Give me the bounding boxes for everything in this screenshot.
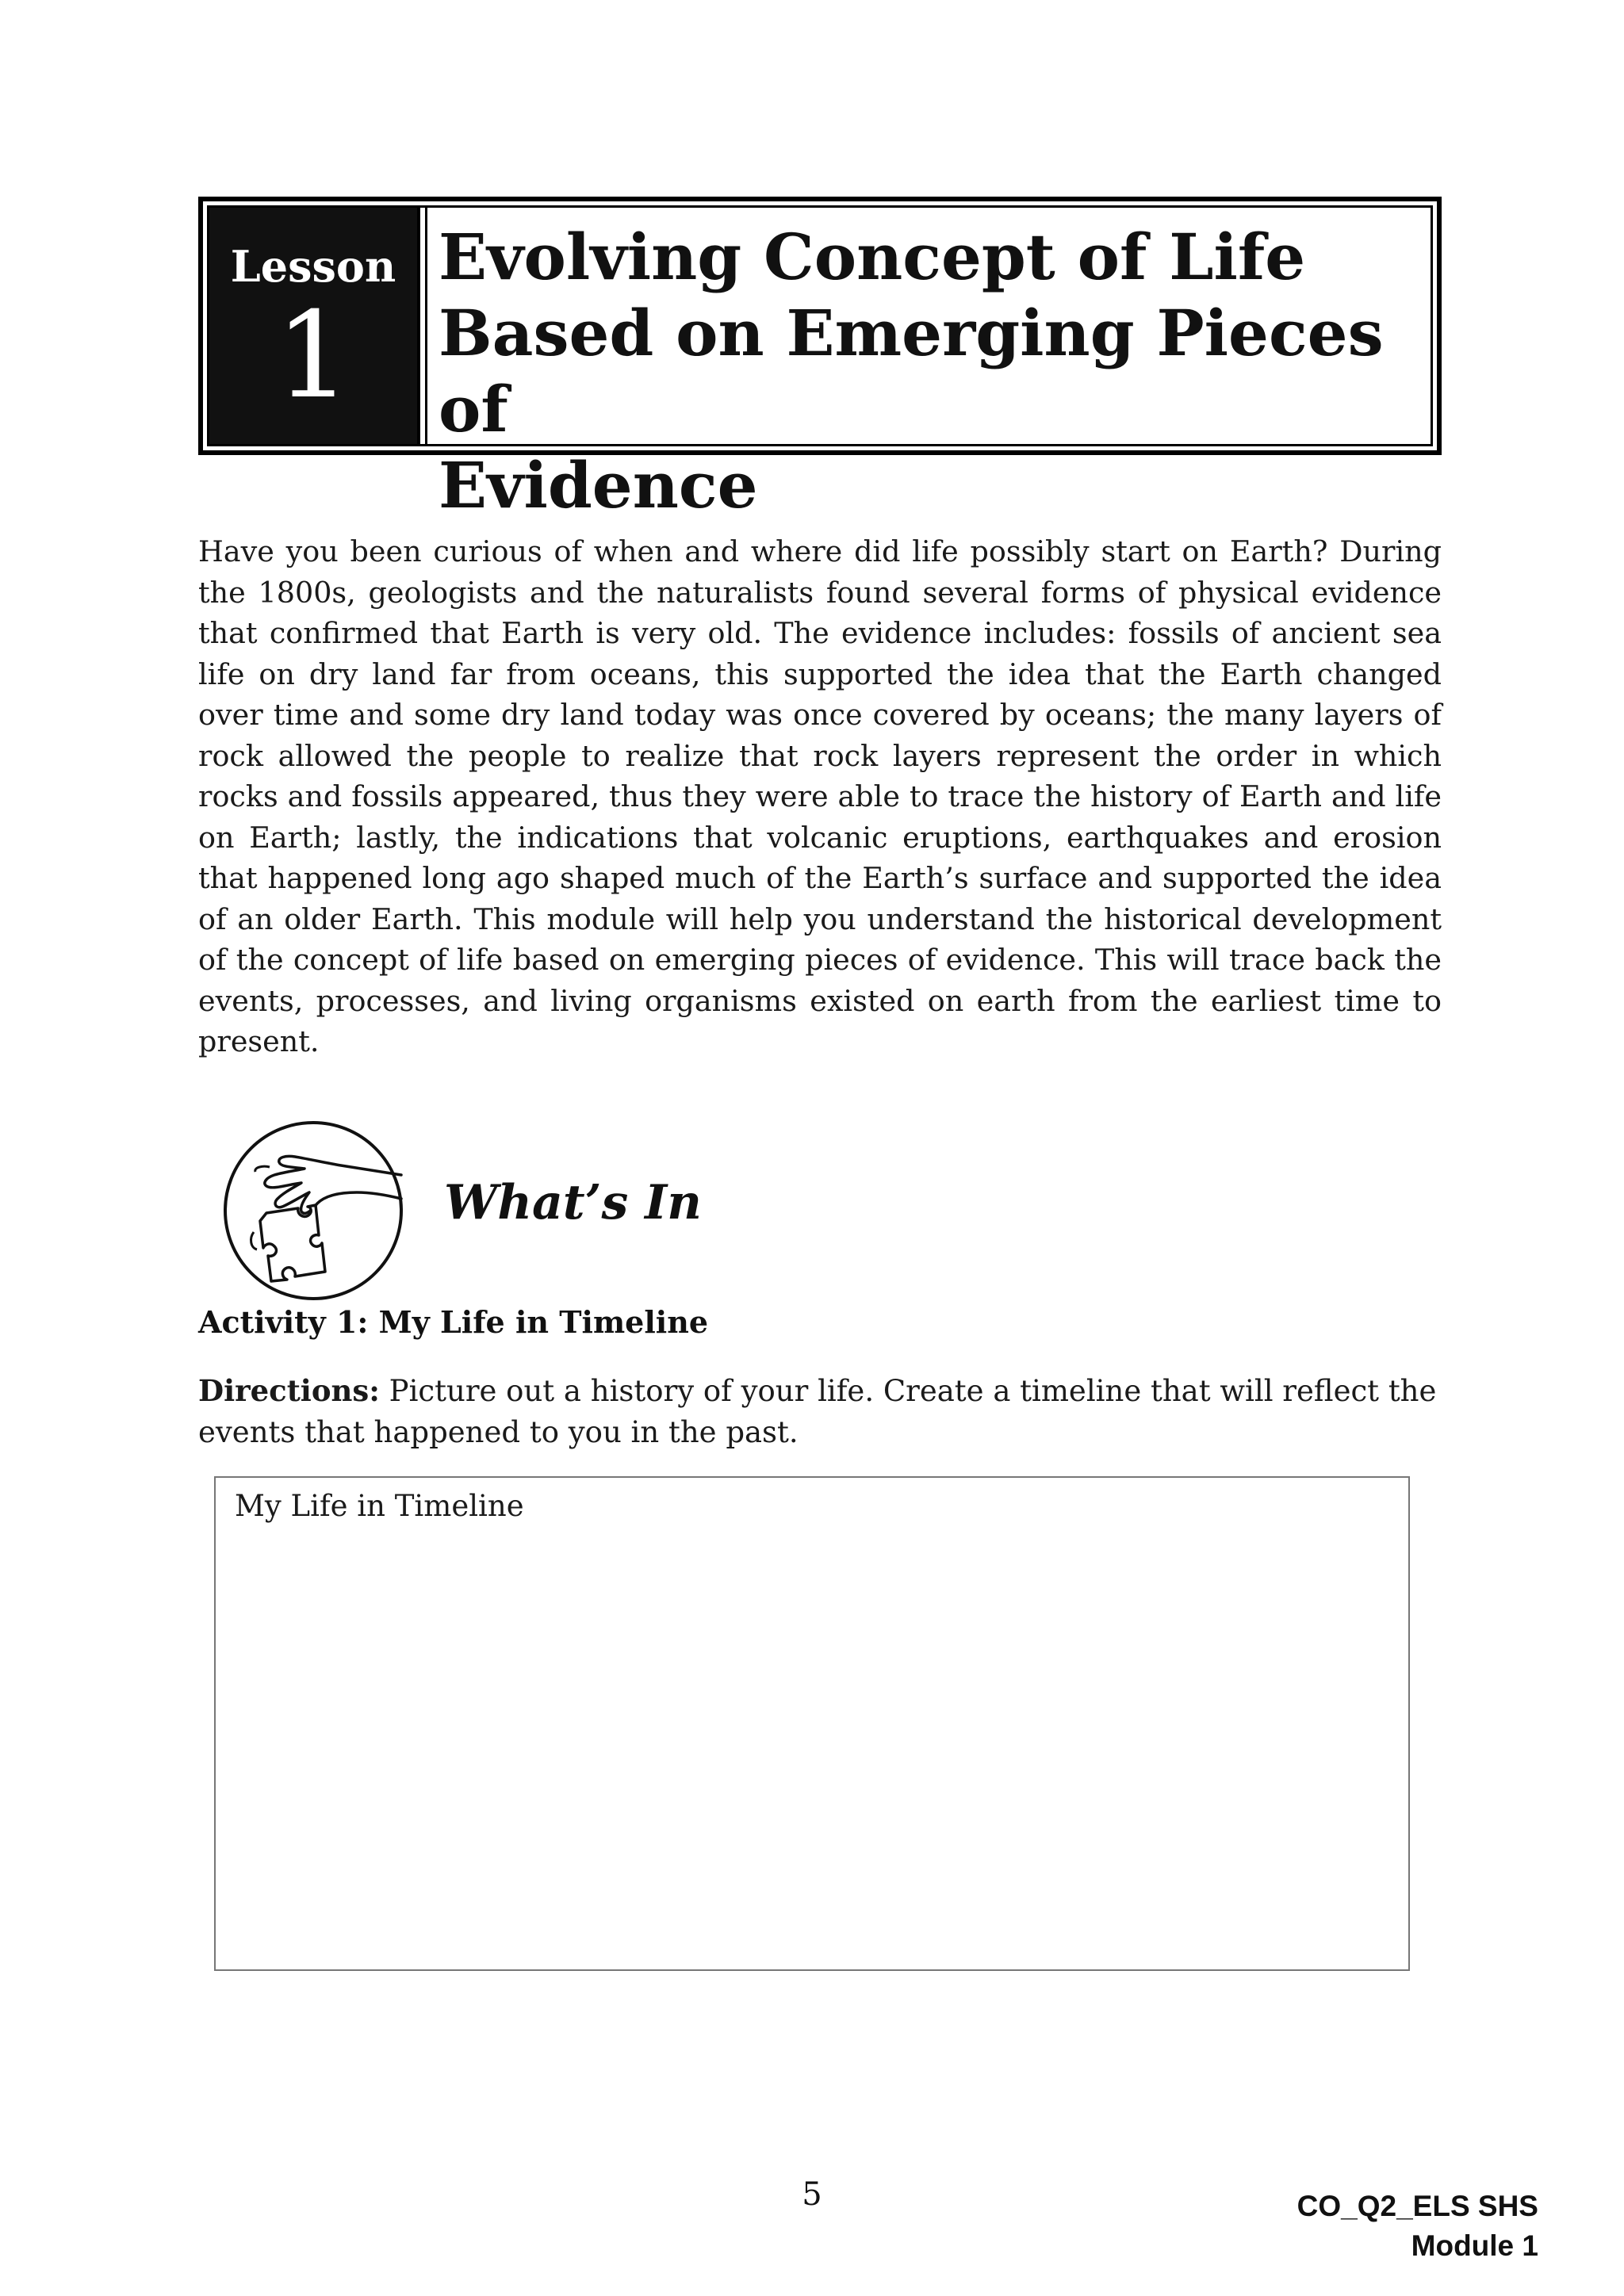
whats-in-title: What’s In (444, 1175, 702, 1230)
lesson-number: 1 (275, 287, 351, 425)
lesson-title-line-2: Based on Emerging Pieces of (439, 296, 1384, 446)
module-code (1297, 2187, 1538, 2266)
timeline-box-label: My Life in Timeline (235, 1489, 524, 1523)
lesson-title-line-1: Evolving Concept of Life (439, 220, 1306, 294)
lesson-header-inner (207, 205, 1433, 522)
lesson-label: Lesson (230, 241, 396, 292)
hand-puzzle-piece-icon (222, 1119, 404, 1302)
directions-text: Picture out a history of your life. Create a timeline that will reflect the events that happened to you in the past. (198, 1374, 1437, 1449)
lesson-badge (209, 208, 420, 444)
directions (198, 1370, 1442, 1453)
page-number: 5 (802, 2176, 822, 2213)
module-code-line-2: Module 1 (1411, 2229, 1538, 2262)
lesson-title (425, 208, 1431, 522)
intro-paragraph: Have you been curious of when and where did life possibly start on Earth? During the 1800s, geologists and the naturalists found several forms of physical evidence that confirmed that Earth is very old. The evidence includes: fossils of ancient sea life on dry land far from oceans, this supported the idea that the Earth changed over time and some dry land today was once covered by oceans; the many layers of rock allowed the people to realize that rock layers represent the order in which rocks and fossils appeared, thus they were able to trace the history of Earth and life on Earth; lastly, the indications that volcanic eruptions, earthquakes and erosion that happened long ago shaped much of the Earth’s surface and supported the idea of an older Earth. This module will help you understand the historical development of the concept of life based on emerging pieces of evidence. This will trace back the events, processes, and living organisms existed on earth from the earliest time to present. (198, 534, 1442, 1058)
lesson-header (198, 197, 1442, 522)
lesson-title-line-3: Evidence (439, 448, 758, 522)
timeline-answer-box[interactable] (214, 1476, 1410, 1971)
module-code-line-1: CO_Q2_ELS SHS (1297, 2190, 1538, 2222)
activity-title: Activity 1: My Life in Timeline (198, 1304, 709, 1340)
directions-label: Directions: (198, 1373, 380, 1408)
